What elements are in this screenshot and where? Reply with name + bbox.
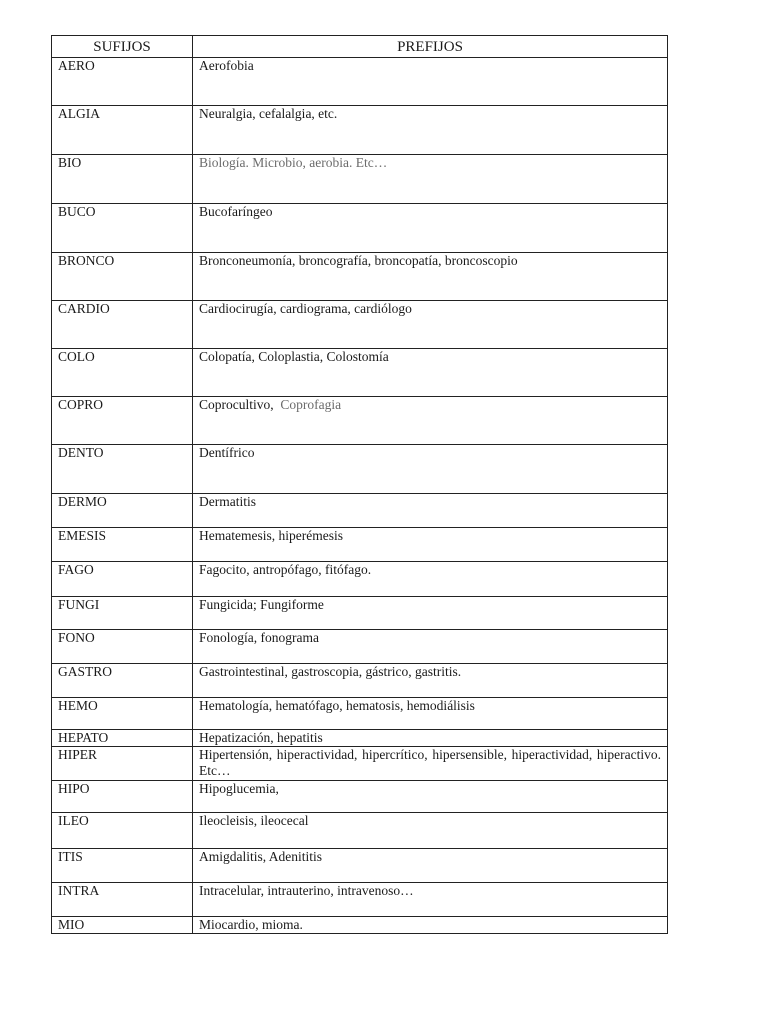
table-row: [52, 630, 668, 664]
row-suffix: BUCO: [52, 204, 193, 253]
table-row: [52, 883, 668, 917]
row-suffix: EMESIS: [52, 528, 193, 562]
table-row: [52, 917, 668, 934]
table-row: [52, 562, 668, 597]
table-row: [52, 349, 668, 397]
row-examples: Fonología, fonograma: [193, 630, 668, 664]
header-sufijos: SUFIJOS: [52, 36, 193, 58]
row-examples: Dermatitis: [193, 494, 668, 528]
row-suffix: ALGIA: [52, 106, 193, 155]
row-examples: Fungicida; Fungiforme: [193, 597, 668, 630]
row-suffix: GASTRO: [52, 664, 193, 698]
row-suffix: DERMO: [52, 494, 193, 528]
row-examples: Gastrointestinal, gastroscopia, gástrico, gastritis.: [193, 664, 668, 698]
row-examples: Miocardio, mioma.: [193, 917, 668, 934]
header-prefijos: PREFIJOS: [193, 36, 668, 58]
row-examples: Bucofaríngeo: [193, 204, 668, 253]
row-examples: Neuralgia, cefalalgia, etc.: [193, 106, 668, 155]
table-row: [52, 813, 668, 849]
row-suffix: HIPER: [52, 747, 193, 781]
table-row: [52, 730, 668, 747]
table-row: [52, 849, 668, 883]
row-examples: Colopatía, Coloplastia, Colostomía: [193, 349, 668, 397]
table-row: [52, 494, 668, 528]
row-examples: Aerofobia: [193, 58, 668, 106]
row-suffix: AERO: [52, 58, 193, 106]
row-examples: [193, 397, 668, 445]
table-row: [52, 204, 668, 253]
row-examples: Hematemesis, hiperémesis: [193, 528, 668, 562]
table-row: [52, 698, 668, 730]
row-examples: Hematología, hematófago, hematosis, hemodiálisis: [193, 698, 668, 730]
row-examples: Ileocleisis, ileocecal: [193, 813, 668, 849]
table-row: [52, 106, 668, 155]
table-header-row: [52, 36, 668, 58]
row-examples: Dentífrico: [193, 445, 668, 494]
row-examples: Fagocito, antropófago, fitófago.: [193, 562, 668, 597]
row-examples: Hipoglucemia,: [193, 781, 668, 813]
table-row: [52, 445, 668, 494]
row-examples: Hipertensión, hiperactividad, hipercrítico, hipersensible, hiperactividad, hiperactivo. Etc…: [193, 747, 668, 781]
row-examples: Cardiocirugía, cardiograma, cardiólogo: [193, 301, 668, 349]
examples-text: Coprocultivo,: [199, 397, 274, 412]
row-examples: Intracelular, intrauterino, intravenoso…: [193, 883, 668, 917]
row-examples: Biología. Microbio, aerobia. Etc…: [193, 155, 668, 204]
row-examples: Amigdalitis, Adenititis: [193, 849, 668, 883]
row-suffix: MIO: [52, 917, 193, 934]
row-examples: Bronconeumonía, broncografía, broncopatía, broncoscopio: [193, 253, 668, 301]
row-suffix: HEMO: [52, 698, 193, 730]
table-row: [52, 664, 668, 698]
examples-extra-text: Coprofagia: [280, 397, 342, 412]
row-examples: Hepatización, hepatitis: [193, 730, 668, 747]
row-suffix: COLO: [52, 349, 193, 397]
row-suffix: HEPATO: [52, 730, 193, 747]
row-suffix: COPRO: [52, 397, 193, 445]
table-row: [52, 528, 668, 562]
table-row: [52, 397, 668, 445]
table-row: [52, 597, 668, 630]
table-row: [52, 155, 668, 204]
row-suffix: DENTO: [52, 445, 193, 494]
table-row: [52, 301, 668, 349]
row-suffix: HIPO: [52, 781, 193, 813]
row-suffix: FONO: [52, 630, 193, 664]
row-suffix: BRONCO: [52, 253, 193, 301]
table-row: [52, 58, 668, 106]
suffix-prefix-table: [51, 35, 668, 934]
row-suffix: INTRA: [52, 883, 193, 917]
row-suffix: ITIS: [52, 849, 193, 883]
row-suffix: CARDIO: [52, 301, 193, 349]
table-row: [52, 781, 668, 813]
table-row: [52, 253, 668, 301]
table-row: [52, 747, 668, 781]
row-suffix: FAGO: [52, 562, 193, 597]
row-suffix: BIO: [52, 155, 193, 204]
row-suffix: ILEO: [52, 813, 193, 849]
row-suffix: FUNGI: [52, 597, 193, 630]
